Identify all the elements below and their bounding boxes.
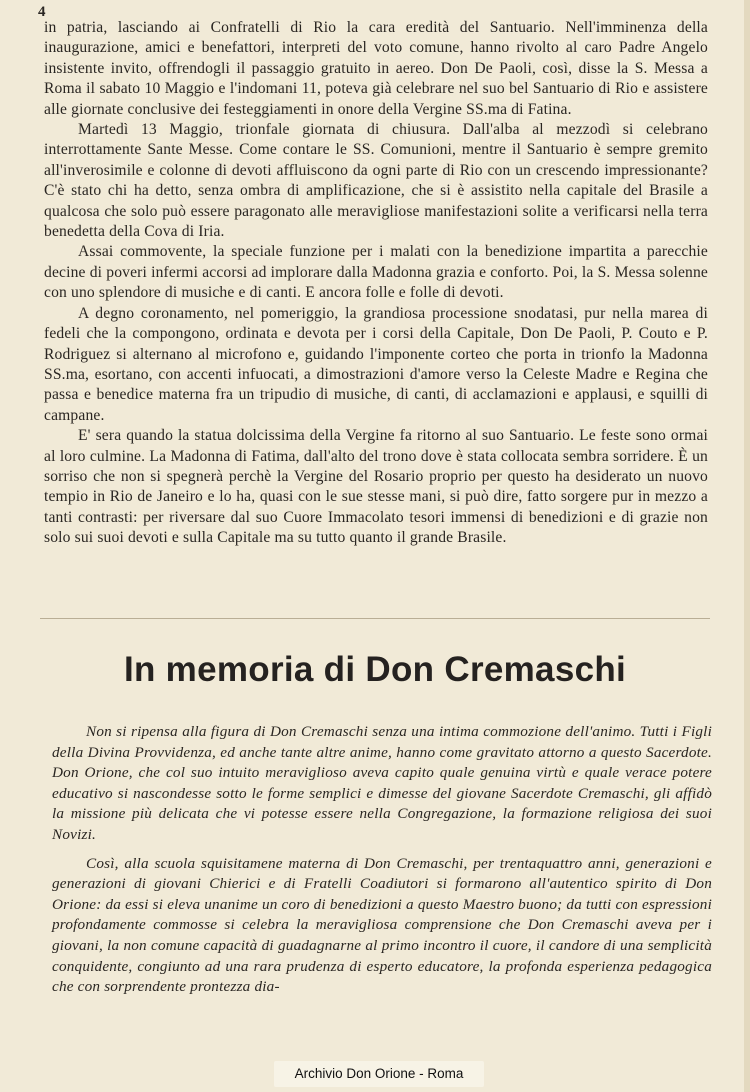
paragraph: E' sera quando la statua dolcissima della Vergine fa ritorno al suo Santuario. Le feste sono ormai al loro culmine. La Madonna di Fatima, dall'alto del trono dove è stata collocata sembra sorridere. È un sorriso che non si spegnerà perchè la Vergine del Rosario proprio per questo ha desiderato un nuovo tempio in Rio de Janeiro e lo ha, quasi con le sue stesse mani, si può dire, fatto sorgere pur in mezzo a tanti contrasti: per riversare dal suo Cuore Immacolato tesori immensi di benedizioni e di grazie non solo sui suoi devoti e sulla Capitale ma su tutto quanto il grande Brasile.	[44, 427, 708, 547]
page-edge	[744, 0, 750, 1092]
paragraph: A degno coronamento, nel pomeriggio, la grandiosa processione snodatasi, pur nella marea di fedeli che la compongono, ordinata e devota per i corsi della Capitale, Don De Paoli, P. Couto e P. Rodriguez si alternano al microfono e, guidando l'imponente corteo che porta in trionfo la Madonna SS.ma, esortano, con accenti infuocati, a dimostrazioni d'amore verso la Celeste Madre e Regina che passa e benedice materna fra un tripudio di musiche, di canti, di acclamazioni e applausi, e squilli di campane.	[44, 304, 708, 424]
page-number: 4	[38, 4, 46, 20]
paragraph: Non si ripensa alla figura di Don Cremaschi senza una intima commozione dell'animo. Tutti i Figli della Divina Provvidenza, ed anche tante altre anime, hanno come gravitato attorno a questo Sacerdote. Don Orione, che col suo intuito meraviglioso aveva capito quale genuina virtù e quale verace potere educativo si nascondesse sotto le forme semplici e dimesse del giovane Sacerdote Cremaschi, gli affidò la missione più delicata che vi potesse essere nella Congregazione, la formazione religiosa dei suoi Novizi.	[52, 723, 712, 843]
section-divider	[40, 618, 710, 619]
paragraph: in patria, lasciando ai Confratelli di Rio la cara eredità del Santuario. Nell'imminenza della inaugurazione, amici e benefattori, interpreti del voto comune, hanno rivolto al caro Padre Angelo insistente invito, offrendogli il passaggio gratuito in aereo. Don De Paoli, così, disse la S. Messa a Roma il sabato 10 Maggio e l'indomani 11, poteva già celebrare nel suo bel Santuario di Rio e assistere alle giornate conclusive dei festeggiamenti in onore della Vergine SS.ma di Fatina.	[44, 19, 708, 118]
paragraph: Così, alla scuola squisitamene materna di Don Cremaschi, per trentaquattro anni, generazioni e generazioni di giovani Chierici e di Fratelli Coadiutori si formarono all'autentico spirito di Don Orione: da essi si eleva unanime un coro di benedizioni a questo Maestro buono; da tutti con espressioni profondamente commosse si celebra la meravigliosa comprensione che Don Cremaschi aveva per i giovani, la non comune capacità di guadagnarne al primo incontro il cuore, il candore di una semplicità conquidente, congiunto ad una rara prudenza di esperto educatore, la profonda esperienza pedagogica che con sorprendente prontezza dia-	[52, 854, 712, 996]
paragraph: Martedì 13 Maggio, trionfale giornata di chiusura. Dall'alba al mezzodì si celebrano interrottamente Sante Messe. Come contare le SS. Comunioni, mentre il Santuario è sempre gremito all'inverosimile e colonne di devoti affluiscono da ogni parte di Rio con un crescendo impressionante? C'è stato chi ha detto, senza ombra di amplificazione, che si è assistito nella capitale del Brasile a qualcosa che solo può essere paragonato alle meravigliose manifestazioni solite a verificarsi nella terra benedetta della Cova di Iria.	[44, 121, 708, 241]
article-title: In memoria di Don Cremaschi	[123, 650, 627, 689]
memorial-body	[52, 722, 712, 998]
paragraph: Assai commovente, la speciale funzione per i malati con la benedizione impartita a parecchie decine di poveri infermi accorsi ad implorare dalla Madonna grazia e conforto. Poi, la S. Messa solenne con uno splendore di musiche e di canti. E ancora folle e folle di devoti.	[44, 243, 708, 302]
archive-label: Archivio Don Orione - Roma	[274, 1061, 484, 1087]
article-body	[44, 18, 708, 549]
